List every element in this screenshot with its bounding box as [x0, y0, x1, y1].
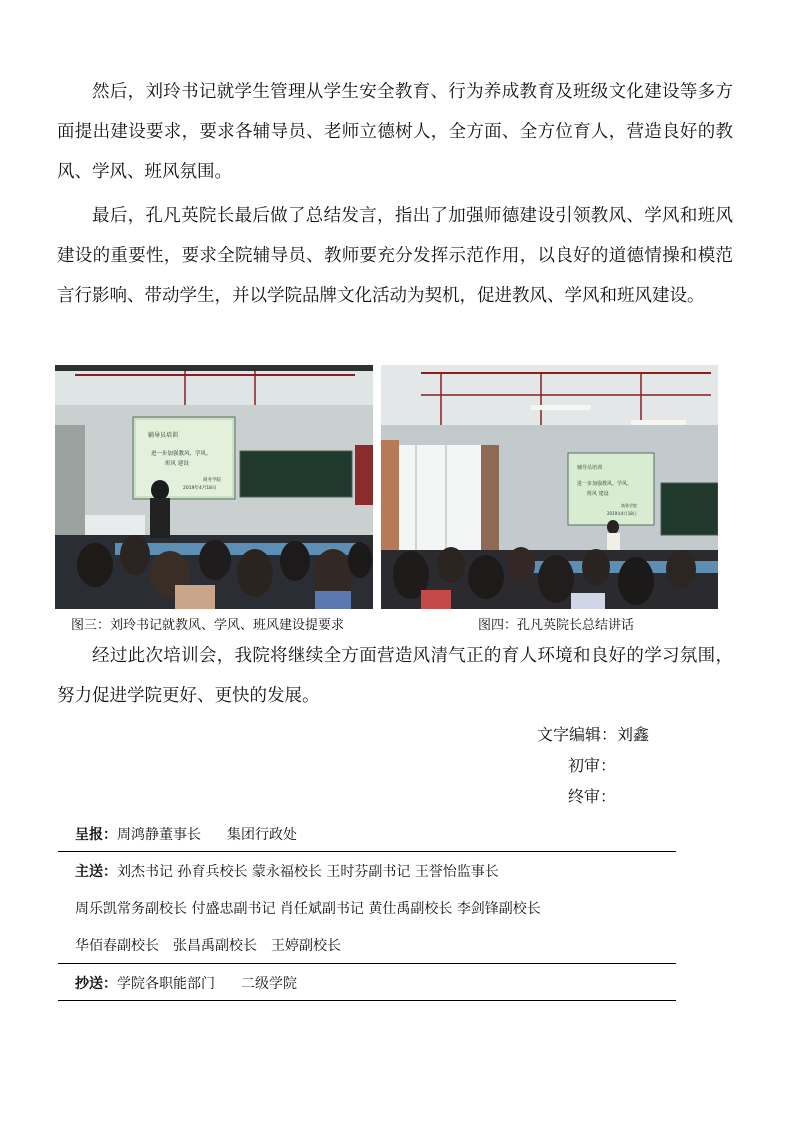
paragraph-secretary-requirements: 然后，刘玲书记就学生管理从学生安全教育、行为养成教育及班级文化建设等多方面提出建设要求，要求各辅导员、老师立德树人，全方面、全方位育人，营造良好的教风、学风、班风氛围。: [57, 82, 733, 182]
copy-recipient: 二级学院: [241, 976, 297, 992]
copy-label: 抄送：: [75, 976, 117, 992]
classroom-photo-right: [381, 365, 718, 609]
send-recipient: 孙育兵校长: [177, 864, 248, 880]
copy-recipient: 学院各职能部门: [117, 976, 215, 992]
send-recipient: 王时芬副书记: [326, 864, 411, 880]
screen-text-4: 商务学院: [621, 503, 637, 508]
send-recipient: 李剑锋副校长: [456, 901, 541, 917]
send-line-2: [75, 900, 541, 918]
divider: [58, 851, 676, 852]
photo-caption-right: 图四：孔凡英院长总结讲话: [478, 618, 635, 633]
send-recipient: 蒙永福校长: [251, 864, 322, 880]
send-line-3: [75, 937, 341, 955]
photo-secretary-speech: [55, 365, 373, 609]
screen-text-1: 辅导员培训: [577, 465, 603, 471]
photo-dean-speech: [381, 365, 718, 609]
send-recipient: 刘杰书记: [117, 864, 173, 880]
send-recipient: 付盛忠副书记: [191, 901, 276, 917]
submit-recipient: 集团行政处: [227, 827, 297, 843]
send-line-1: [75, 863, 499, 881]
send-recipient: 肖任斌副书记: [279, 901, 364, 917]
send-recipient: 周乐凯常务副校长: [75, 901, 187, 917]
paragraph-conclusion: 经过此次培训会，我院将继续全方面营造风清气正的育人环境和良好的学习氛围，努力促进学院更好、更快的发展。: [57, 646, 733, 706]
submit-label: 呈报：: [75, 827, 117, 843]
screen-text-2: 进一步加强教风、学风、: [151, 451, 212, 457]
submit-recipient: 周鸿静董事长: [117, 827, 201, 843]
submit-line: [75, 826, 297, 844]
screen-text-5: 2019年4月18日: [183, 486, 217, 491]
screen-text-2: 进一步加强教风、学风、: [577, 481, 633, 487]
send-recipient: 黄仕禹副校长: [368, 901, 453, 917]
divider: [58, 1000, 676, 1001]
send-label: 主送：: [75, 864, 117, 880]
divider: [58, 963, 676, 964]
screen-text-1: 辅导员培训: [148, 432, 179, 439]
send-recipient: 王婷副校长: [271, 938, 341, 954]
screen-text-3: 班风 建设: [587, 491, 609, 497]
copy-line: [75, 975, 297, 993]
send-recipient: 张昌禹副校长: [173, 938, 257, 954]
screen-text-3: 班风 建设: [165, 461, 189, 467]
paragraph-dean-summary: 最后，孔凡英院长最后做了总结发言，指出了加强师德建设引领教风、学风和班风建设的重要性，要求全院辅导员、教师要充分发挥示范作用，以良好的道德情操和模范言行影响、带动学生，并以学院品牌文化活动为契机，促进教风、学风和班风建设。: [57, 206, 733, 306]
final-review-line: 终审：: [568, 787, 617, 806]
send-recipient: 王誉怡监事长: [414, 864, 499, 880]
classroom-photo-left: [55, 365, 373, 609]
screen-text-5: 2019年4月18日: [607, 511, 637, 516]
screen-text-4: 商务学院: [203, 478, 221, 483]
text-editor-line: 文字编辑：刘鑫: [537, 725, 650, 744]
send-recipient: 华佰春副校长: [75, 938, 159, 954]
first-review-line: 初审：: [568, 756, 617, 775]
photo-caption-left: 图三：刘玲书记就教风、学风、班风建设提要求: [71, 618, 345, 633]
